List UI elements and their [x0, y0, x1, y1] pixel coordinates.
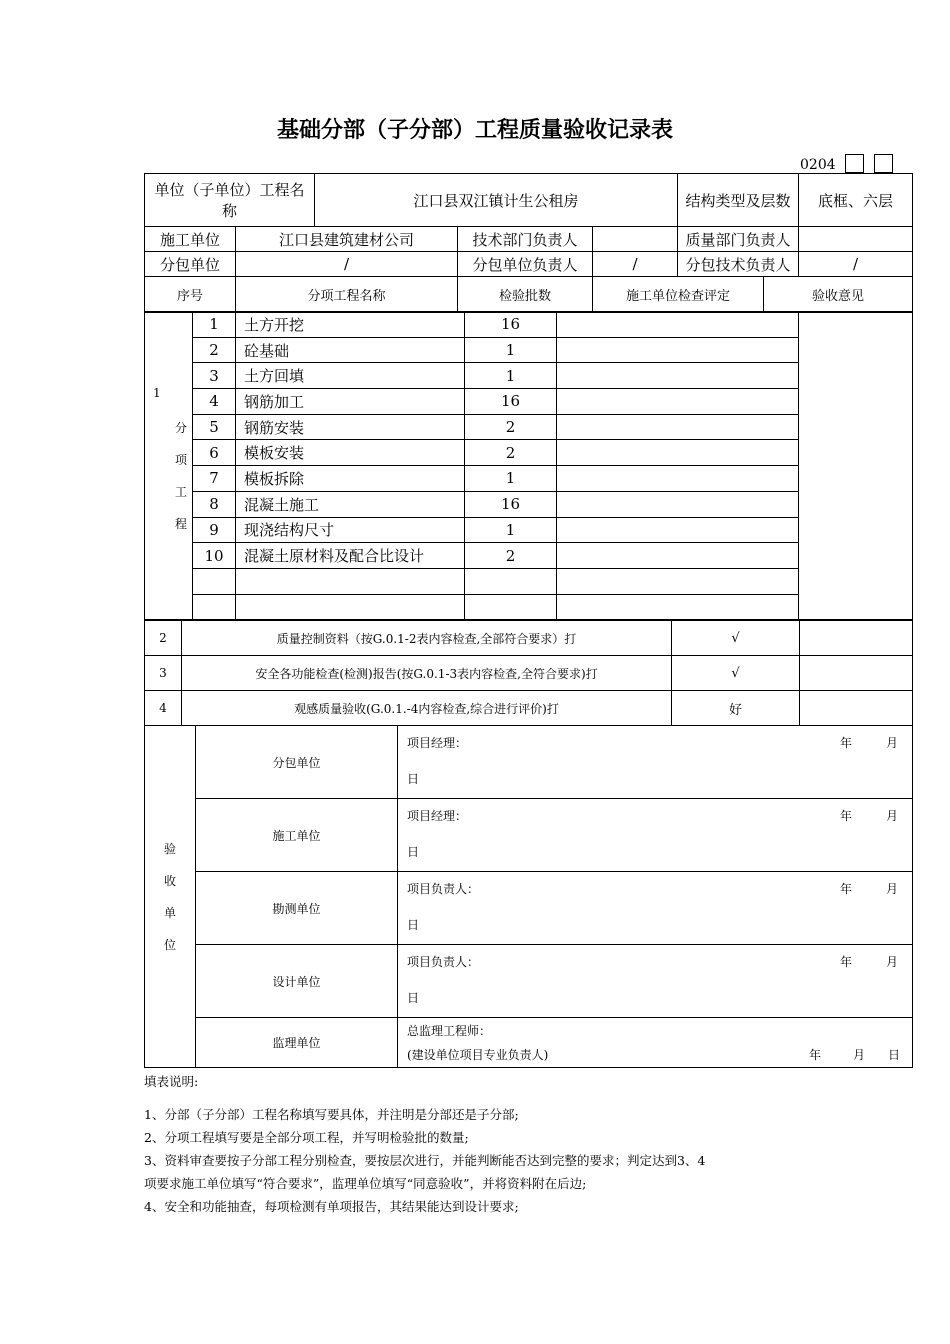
sub-tech-value: / [799, 252, 913, 277]
item-count: 16 [465, 312, 557, 338]
acceptance-day: 日 [407, 845, 420, 859]
item-evaluation[interactable] [557, 594, 799, 620]
acceptance-row [145, 945, 913, 1018]
acceptance-unit-name: 施工单位 [196, 799, 398, 872]
supervisor-year: 年 [809, 1048, 822, 1062]
col-opinion: 验收意见 [764, 277, 913, 313]
form-code: 0204 [800, 157, 836, 173]
item-evaluation[interactable] [557, 491, 799, 517]
acceptance-row [145, 1018, 913, 1068]
check-row-opinion[interactable] [800, 691, 913, 726]
item-evaluation[interactable] [557, 337, 799, 363]
acceptance-role: 项目经理： [407, 736, 468, 750]
code-box-2[interactable] [874, 154, 893, 173]
quality-head-label: 质量部门负责人 [678, 227, 799, 252]
subcontractor-value: / [236, 252, 458, 277]
section-1-label-char: 项 [175, 453, 188, 467]
check-row-opinion[interactable] [800, 656, 913, 691]
tech-head-value[interactable] [593, 227, 678, 252]
item-evaluation[interactable] [557, 440, 799, 466]
table-row [145, 414, 913, 440]
construction-unit-label: 施工单位 [145, 227, 236, 252]
table-row [145, 568, 913, 594]
item-number: 3 [193, 363, 236, 389]
quality-head-value[interactable] [799, 227, 913, 252]
section-1-label-char: 程 [175, 517, 188, 531]
item-evaluation[interactable] [557, 389, 799, 415]
check-table [144, 620, 913, 726]
acceptance-role: 项目经理： [407, 809, 468, 823]
acceptance-year: 年 [840, 809, 853, 823]
item-count: 2 [465, 543, 557, 569]
check-row-number: 2 [145, 621, 182, 656]
acceptance-label-char: 验 [163, 841, 176, 856]
unit-name-value: 江口县双江镇计生公租房 [315, 174, 678, 227]
acceptance-signature-cell[interactable] [398, 945, 913, 1018]
item-name [236, 594, 465, 620]
col-seq: 序号 [145, 277, 236, 313]
acceptance-day: 日 [407, 918, 420, 932]
acceptance-table [144, 725, 913, 1068]
acceptance-month: 月 [886, 882, 899, 896]
item-evaluation[interactable] [557, 568, 799, 594]
section-1-number: 1 [153, 386, 161, 400]
item-count: 2 [465, 440, 557, 466]
check-row-text: 安全各功能检查(检测)报告(按G.0.1-3表内容检查,全符合要求)打 [182, 656, 672, 691]
structure-value: 底框、六层 [799, 174, 913, 227]
item-name: 土方回填 [236, 363, 465, 389]
item-number: 7 [193, 466, 236, 492]
col-eval: 施工单位检查评定 [593, 277, 764, 313]
item-name: 砼基础 [236, 337, 465, 363]
table-row [145, 337, 913, 363]
check-row [145, 691, 913, 726]
item-name [236, 568, 465, 594]
item-evaluation[interactable] [557, 517, 799, 543]
note-line: 项要求施工单位填写“符合要求”，监理单位填写“同意验收”，并将资料附在后边; [144, 1176, 587, 1191]
note-line: 1、分部（子分部）工程名称填写要具体，并注明是分部还是子分部; [144, 1107, 519, 1122]
supervisor-name: 监理单位 [196, 1018, 398, 1068]
item-count: 1 [465, 337, 557, 363]
acceptance-unit-name: 设计单位 [196, 945, 398, 1018]
item-count [465, 568, 557, 594]
item-count: 1 [465, 363, 557, 389]
item-evaluation[interactable] [557, 363, 799, 389]
acceptance-role: 项目负责人： [407, 955, 480, 969]
item-number: 9 [193, 517, 236, 543]
table-row [145, 389, 913, 415]
header-table [144, 173, 913, 313]
item-evaluation[interactable] [557, 466, 799, 492]
acceptance-unit-name: 勘测单位 [196, 872, 398, 945]
acceptance-row [145, 726, 913, 799]
item-name: 现浇结构尺寸 [236, 517, 465, 543]
item-count: 1 [465, 517, 557, 543]
table-row [145, 543, 913, 569]
item-count: 2 [465, 414, 557, 440]
acceptance-role: 项目负责人： [407, 882, 480, 896]
item-name: 混凝土原材料及配合比设计 [236, 543, 465, 569]
acceptance-signature-cell[interactable] [398, 726, 913, 799]
acceptance-unit-name: 分包单位 [196, 726, 398, 799]
supervisor-signature-cell[interactable] [398, 1018, 913, 1068]
check-row-mark: √ [672, 621, 800, 656]
supervisor-month: 月 [853, 1048, 866, 1062]
col-batches: 检验批数 [458, 277, 593, 313]
table-row [145, 517, 913, 543]
item-count: 16 [465, 491, 557, 517]
acceptance-row [145, 799, 913, 872]
item-name: 土方开挖 [236, 312, 465, 338]
item-name: 混凝土施工 [236, 491, 465, 517]
supervisor-day: 日 [888, 1048, 901, 1062]
subitem-table [144, 311, 913, 620]
item-evaluation[interactable] [557, 414, 799, 440]
acceptance-label-char: 位 [163, 937, 176, 952]
acceptance-year: 年 [840, 955, 853, 969]
item-number: 2 [193, 337, 236, 363]
sub-head-value: / [593, 252, 678, 277]
item-name: 模板安装 [236, 440, 465, 466]
section-1-number-cell [145, 312, 193, 620]
table-row [145, 440, 913, 466]
note-line: 4、安全和功能抽查，每项检测有单项报告，其结果能达到设计要求; [144, 1199, 519, 1214]
check-row [145, 621, 913, 656]
check-row-number: 3 [145, 656, 182, 691]
note-line: 3、资料审查要按子分部工程分别检查，要按层次进行，并能判断能否达到完整的要求；判定达到3、4 [144, 1153, 706, 1168]
item-name: 钢筋安装 [236, 414, 465, 440]
tech-head-label: 技术部门负责人 [458, 227, 593, 252]
check-row-text: 观感质量验收(G.0.1.-4内容检查,综合进行评价)打 [182, 691, 672, 726]
table-row [145, 363, 913, 389]
section-1-label [175, 412, 188, 540]
acceptance-signature-cell[interactable] [398, 872, 913, 945]
table-row [145, 466, 913, 492]
section-1-label-char: 工 [175, 485, 188, 499]
acceptance-day: 日 [407, 772, 420, 786]
acceptance-month: 月 [886, 736, 899, 750]
table-row [145, 312, 913, 338]
acceptance-label-char: 收 [163, 873, 176, 888]
notes-heading: 填表说明: [144, 1074, 199, 1089]
acceptance-label-char: 单 [163, 905, 176, 920]
acceptance-label [163, 833, 177, 961]
supervisor-role: 总监理工程师： [407, 1024, 492, 1038]
item-count: 1 [465, 466, 557, 492]
table-row [145, 594, 913, 620]
item-number: 8 [193, 491, 236, 517]
item-number: 5 [193, 414, 236, 440]
item-number: 10 [193, 543, 236, 569]
sub-tech-label: 分包技术负责人 [678, 252, 799, 277]
sub-head-label: 分包单位负责人 [458, 252, 593, 277]
acceptance-row [145, 872, 913, 945]
check-row-mark: √ [672, 656, 800, 691]
item-number: 4 [193, 389, 236, 415]
item-evaluation[interactable] [557, 312, 799, 338]
code-box-1[interactable] [845, 154, 864, 173]
page-title: 基础分部（子分部）工程质量验收记录表 [276, 118, 673, 143]
acceptance-signature-cell[interactable] [398, 799, 913, 872]
item-count: 16 [465, 389, 557, 415]
acceptance-year: 年 [840, 882, 853, 896]
check-row [145, 656, 913, 691]
item-name: 钢筋加工 [236, 389, 465, 415]
structure-label: 结构类型及层数 [678, 174, 799, 227]
col-name: 分项工程名称 [236, 277, 458, 313]
acceptance-day: 日 [407, 991, 420, 1005]
supervisor-sub: (建设单位项目专业负责人) [407, 1048, 549, 1062]
item-number [193, 594, 236, 620]
check-row-opinion[interactable] [800, 621, 913, 656]
item-evaluation[interactable] [557, 543, 799, 569]
subcontractor-label: 分包单位 [145, 252, 236, 277]
section-1-opinion[interactable] [799, 312, 913, 620]
acceptance-month: 月 [886, 955, 899, 969]
note-line: 2、分项工程填写要是全部分项工程，并写明检验批的数量; [144, 1130, 469, 1145]
table-row [145, 491, 913, 517]
acceptance-label-cell [145, 726, 196, 1068]
item-name: 模板拆除 [236, 466, 465, 492]
item-count [465, 594, 557, 620]
acceptance-month: 月 [886, 809, 899, 823]
item-number: 6 [193, 440, 236, 466]
section-1-label-char: 分 [175, 421, 188, 435]
unit-name-label: 单位（子单位）工程名称 [145, 174, 315, 227]
check-row-text: 质量控制资料（按G.0.1-2表内容检查,全部符合要求）打 [182, 621, 672, 656]
construction-unit-value: 江口县建筑建材公司 [236, 227, 458, 252]
check-row-mark: 好 [672, 691, 800, 726]
check-row-number: 4 [145, 691, 182, 726]
acceptance-year: 年 [840, 736, 853, 750]
item-number: 1 [193, 312, 236, 338]
item-number [193, 568, 236, 594]
